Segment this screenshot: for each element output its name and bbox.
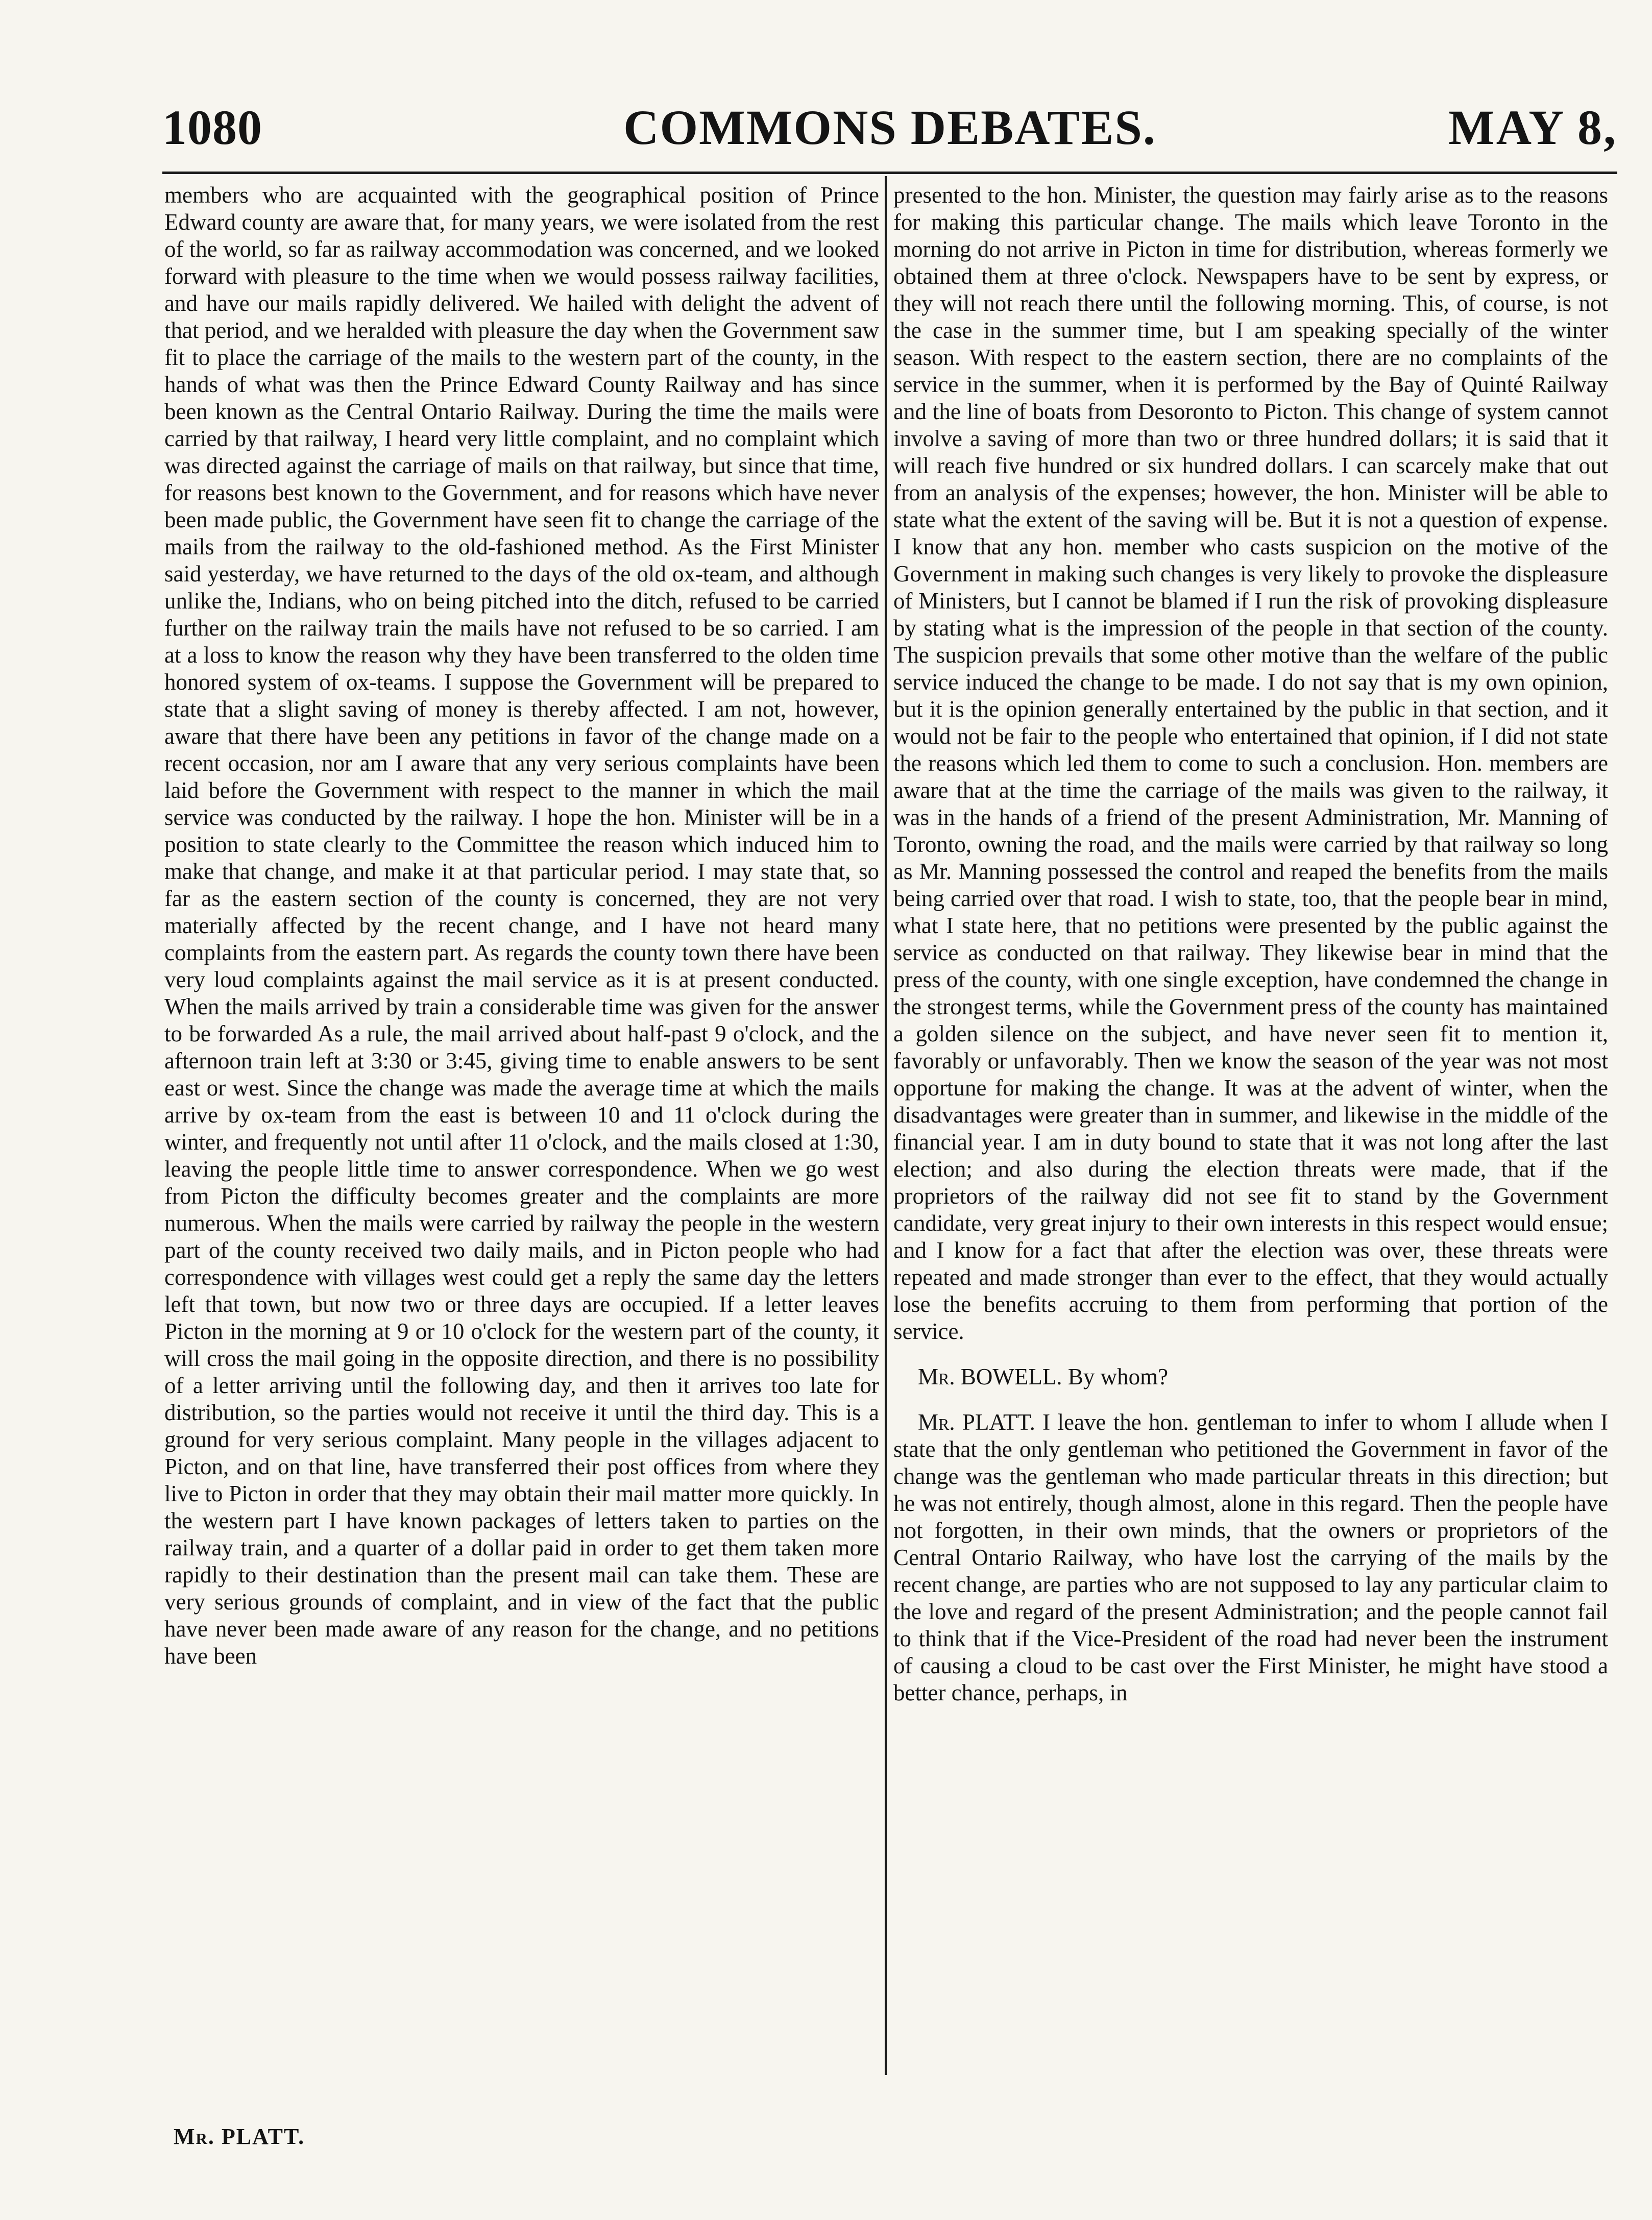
right-column-paragraph-1: presented to the hon. Minister, the question may fairly arise as to the reasons for making this particular change. The mails which leave Toronto in the morning do not arrive in Picton in time for distribution, whereas formerly we obtained them at three o'clock. Newspapers have to be sent by express, or they will not reach there until the following morning. This, of course, is not the case in the summer time, but I am speaking specially of the winter season. With respect to the eastern section, there are no complaints of the service in the summer, when it is performed by the Bay of Quinté Railway and the line of boats from Desoronto to Picton. This change of system cannot involve a saving of more than two or three hundred dollars; it is said that it will reach five hundred or six hundred dollars. I can scarcely make that out from an analysis of the expenses; however, the hon. Minister will be able to state what the extent of the saving will be. But it is not a question of expense. I know that any hon. member who casts suspicion on the motive of the Government in making such changes is very likely to provoke the displeasure of Ministers, but I cannot be blamed if I run the risk of provoking displeasure by stating what is the impression of the people in that section of the county. The suspicion prevails that some other motive than the welfare of the public service induced the change to be made. I do not say that is my own opinion, but it is the opinion generally entertained by the public in that section, and it would not be fair to the people who entertained that opinion, if I did not state the reasons which led them to come to such a conclusion. Hon. members are aware that at the time the carriage of the mails was given to the railway, it was in the hands of a friend of the present Administration, Mr. Manning of Toronto, owning the road, and the mails were carried by that railway so long as Mr. Manning possessed the control and reaped the benefits from the mails being carried over that road. I wish to state, too, that the people bear in mind, what I state here, that no petitions were presented by the public against the service as conducted on that railway. They likewise bear in mind that the press of the county, with one single exception, have condemned the change in the strongest terms, while the Government press of the county has maintained a golden silence on the subject, and have never seen fit to mention it, favorably or unfavorably. Then we know the season of the year was not most opportune for making the change. It was at the advent of winter, when the disadvantages were greater than in summer, and likewise in the middle of the financial year. I am in duty bound to state that it was not long after the last election; and also during the election threats were made, that if the proprietors of the railway did not see fit to stand by the Government candidate, very great injury to their own interests in this respect would ensue; and I know for a fact that after the election was over, these threats were repeated and made stronger than ever to the effect, that they would actually lose the benefits accruing to them from performing that portion of the service.: [893, 182, 1608, 1344]
speaker-platt: Mr. PLATT.: [918, 1409, 1035, 1435]
right-column: [893, 182, 1608, 1706]
page-header: [162, 100, 1617, 166]
bowell-remark: [893, 1363, 1608, 1390]
page-date: MAY 8,: [1448, 100, 1617, 155]
bowell-remark-text: By whom?: [1067, 1364, 1169, 1389]
platt-reply-text: I leave the hon. gentleman to infer to whom I allude when I state that the only gentleman who petitioned the Government in favor of the change was the gentleman who made particular threats in this direction; but he was not entirely, though almost, alone in this regard. Then the people have not forgotten, in their own minds, that the owners or proprietors of the Central Ontario Railway, who have lost the carrying of the mails by the recent change, are parties who are not supposed to lay any particular claim to the love and regard of the present Administration; and the people cannot fail to think that if the Vice-President of the road had never been the instrument of causing a cloud to be cast over the First Minister, he might have stood a better chance, perhaps, in: [893, 1409, 1608, 1705]
left-column-paragraph: members who are acquainted with the geographical position of Prince Edward county are aware that, for many years, we were isolated from the rest of the world, so far as railway accommodation was concerned, and we looked forward with pleasure to the time when we would possess railway facilities, and have our mails rapidly delivered. We hailed with delight the advent of that period, and we heralded with pleasure the day when the Government saw fit to place the carriage of the mails to the western part of the county, in the hands of what was then the Prince Edward County Railway and has since been known as the Central Ontario Railway. During the time the mails were carried by that railway, I heard very little complaint, and no complaint which was directed against the carriage of mails on that railway, but since that time, for reasons best known to the Government, and for reasons which have never been made public, the Government have seen fit to change the carriage of the mails from the railway to the old-fashioned method. As the First Minister said yesterday, we have returned to the days of the old ox-team, and although unlike the, Indians, who on being pitched into the ditch, refused to be carried further on the railway train the mails have not refused to be so carried. I am at a loss to know the reason why they have been transferred to the olden time honored system of ox-teams. I suppose the Government will be prepared to state that a slight saving of money is thereby affected. I am not, however, aware that there have been any petitions in favor of the change made on a recent occasion, nor am I aware that any very serious complaints have been laid before the Government with respect to the manner in which the mail service was conducted by the railway. I hope the hon. Minister will be in a position to state clearly to the Committee the reason which induced him to make that change, and make it at that particular period. I may state that, so far as the eastern section of the county is concerned, they are not very materially affected by the recent change, and I have not heard many complaints from the eastern part. As regards the county town there have been very loud complaints against the mail service as it is at present conducted. When the mails arrived by train a considerable time was given for the answer to be forwarded As a rule, the mail arrived about half-past 9 o'clock, and the afternoon train left at 3:30 or 3:45, giving time to enable answers to be sent east or west. Since the change was made the average time at which the mails arrive by ox-team from the east is between 10 and 11 o'clock during the winter, and frequently not until after 11 o'clock, and the mails closed at 1:30, leaving the people little time to answer correspondence. When we go west from Picton the difficulty becomes greater and the complaints are more numerous. When the mails were carried by railway the people in the western part of the county received two daily mails, and in Picton people who had correspondence with villages west could get a reply the same day the letters left that town, but now two or three days are occupied. If a letter leaves Picton in the morning at 9 or 10 o'clock for the western part of the county, it will cross the mail going in the opposite direction, and there is no possibility of a letter arriving until the following day, and then it arrives too late for distribution, so the parties would not receive it until the third day. This is a ground for very serious complaint. Many people in the villages adjacent to Picton, and on that line, have transferred their post offices from where they live to Picton in order that they may obtain their mail matter more quickly. In the western part I have known packages of letters taken to parties on the railway train, and a quarter of a dollar paid in order to get them taken more rapidly to their destination than the present mail can take them. These are very serious grounds of complaint, and in view of the fact that the public have never been made aware of any reason for the change, and no petitions have been: [164, 182, 879, 1669]
header-rule: [162, 172, 1617, 174]
footer-speaker-name: Mr. PLATT.: [174, 2124, 305, 2149]
speaker-bowell: Mr. BOWELL.: [918, 1364, 1062, 1389]
platt-reply: [893, 1409, 1608, 1706]
page-number: 1080: [162, 100, 262, 155]
left-column: [164, 182, 879, 1670]
running-title: COMMONS DEBATES.: [623, 100, 1156, 155]
column-divider: [885, 176, 887, 2075]
